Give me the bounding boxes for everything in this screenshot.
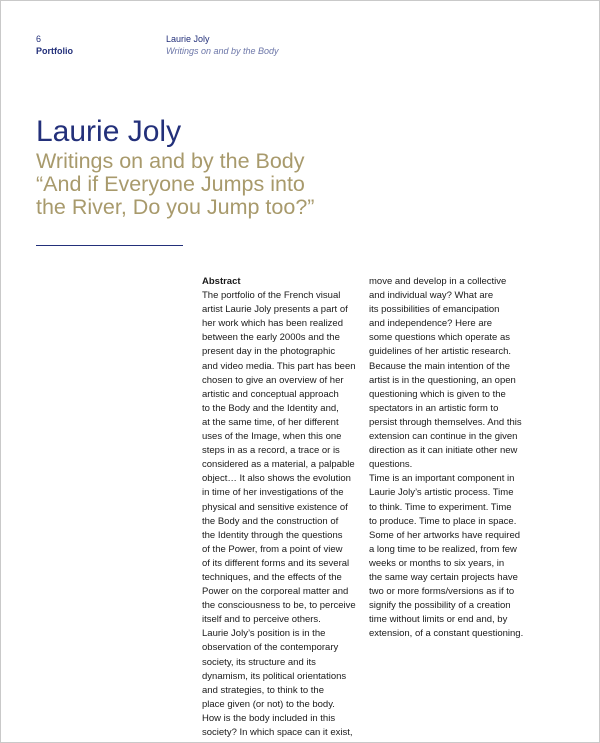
text-line: signify the possibility of a creation	[369, 600, 511, 612]
running-head-right	[166, 33, 279, 57]
text-line: extension, of a constant questioning.	[369, 628, 524, 640]
title-divider	[36, 245, 183, 246]
text-line: Laurie Joly’s position is in the	[202, 628, 326, 640]
text-line: of its different forms and its several	[202, 557, 350, 569]
text-line: Time is an important component in	[369, 473, 515, 485]
text-line: questioning which is given to the	[369, 388, 506, 400]
text-line: guidelines of her artistic research.	[369, 346, 512, 358]
text-line: and independence? Here are	[369, 318, 493, 330]
text-line: and strategies, to think to the	[202, 684, 324, 696]
text-line: artist is in the questioning, an open	[369, 374, 516, 386]
text-line: two or more forms/versions as if to	[369, 586, 515, 598]
text-line: between the early 2000s and the	[202, 332, 340, 344]
running-head-author: Laurie Joly	[166, 34, 210, 44]
subtitle-line: the River, Do you Jump too?”	[36, 195, 315, 219]
text-line: weeks or months to six years, in	[369, 557, 505, 569]
text-line: The portfolio of the French visual	[202, 290, 341, 302]
text-line: the same way certain projects have	[369, 571, 518, 583]
running-head-left	[36, 33, 73, 57]
text-line: the Body and the construction of	[202, 515, 339, 527]
text-line: uses of the Image, when this one	[202, 431, 342, 443]
section-label: Portfolio	[36, 46, 73, 56]
text-line: Laurie Joly’s artistic process. Time	[369, 487, 514, 499]
text-line: at the same time, of her different	[202, 416, 339, 428]
text-line: society? In which space can it exist,	[202, 727, 353, 738]
running-head-subtitle: Writings on and by the Body	[166, 46, 279, 56]
subtitle-line: Writings on and by the Body	[36, 149, 305, 173]
text-line: artist Laurie Joly presents a part of	[202, 304, 348, 316]
text-line: physical and sensitive existence of	[202, 501, 348, 513]
text-line: in time of her investigations of the	[202, 487, 344, 499]
text-line: of the Power, from a point of view	[202, 543, 343, 555]
text-line: her work which has been realized	[202, 318, 343, 330]
text-line: chosen to give an overview of her	[202, 374, 344, 386]
text-line: the consciousness to be, to perceive	[202, 600, 356, 612]
text-line: spectators in an artistic form to	[369, 402, 499, 414]
text-line: to the Body and the Identity and,	[202, 402, 339, 414]
text-line: techniques, and the effects of the	[202, 571, 342, 583]
text-line: Because the main intention of the	[369, 360, 511, 372]
text-line: steps in as a record, a trace or is	[202, 445, 340, 457]
article-subtitle	[36, 150, 556, 219]
text-line: Some of her artworks have required	[369, 529, 521, 541]
column-2-text	[369, 275, 534, 641]
text-line: persist through themselves. And this	[369, 416, 522, 428]
text-line: and video media. This part has been	[202, 360, 356, 372]
text-line: to think. Time to experiment. Time	[369, 501, 512, 513]
text-line: artistic and conceptual approach	[202, 388, 339, 400]
page-number: 6	[36, 34, 42, 44]
text-line: society, its structure and its	[202, 656, 316, 668]
article-title: Laurie Joly	[36, 115, 182, 148]
text-line: questions.	[369, 459, 413, 471]
text-line: a long time to be realized, from few	[369, 543, 517, 555]
text-line: place given (or not) to the body.	[202, 698, 335, 710]
body-column-1	[202, 275, 367, 740]
text-line: Power on the corporeal matter and	[202, 586, 349, 598]
text-line: and individual way? What are	[369, 290, 494, 302]
text-line: the Identity through the questions	[202, 529, 343, 541]
text-line: time without limits or end and, by	[369, 614, 508, 626]
abstract-heading: Abstract	[202, 276, 241, 287]
text-line: observation of the contemporary	[202, 642, 339, 654]
text-line: How is the body included in this	[202, 712, 336, 724]
text-line: extension can continue in the given	[369, 431, 518, 443]
text-line: some questions which operate as	[369, 332, 510, 344]
text-line: considered as a material, a palpable	[202, 459, 355, 471]
column-1-text	[202, 289, 367, 740]
text-line: move and develop in a collective	[369, 276, 507, 287]
subtitle-line: “And if Everyone Jumps into	[36, 172, 305, 196]
text-line: dynamism, its political orientations	[202, 670, 347, 682]
text-line: to produce. Time to place in space.	[369, 515, 517, 527]
text-line: present day in the photographic	[202, 346, 336, 358]
text-line: its possibilities of emancipation	[369, 304, 500, 316]
text-line: object… It also shows the evolution	[202, 473, 351, 485]
body-column-2	[369, 275, 534, 641]
text-line: itself and to perceive others.	[202, 614, 321, 626]
text-line: direction as it can initiate other new	[369, 445, 518, 457]
